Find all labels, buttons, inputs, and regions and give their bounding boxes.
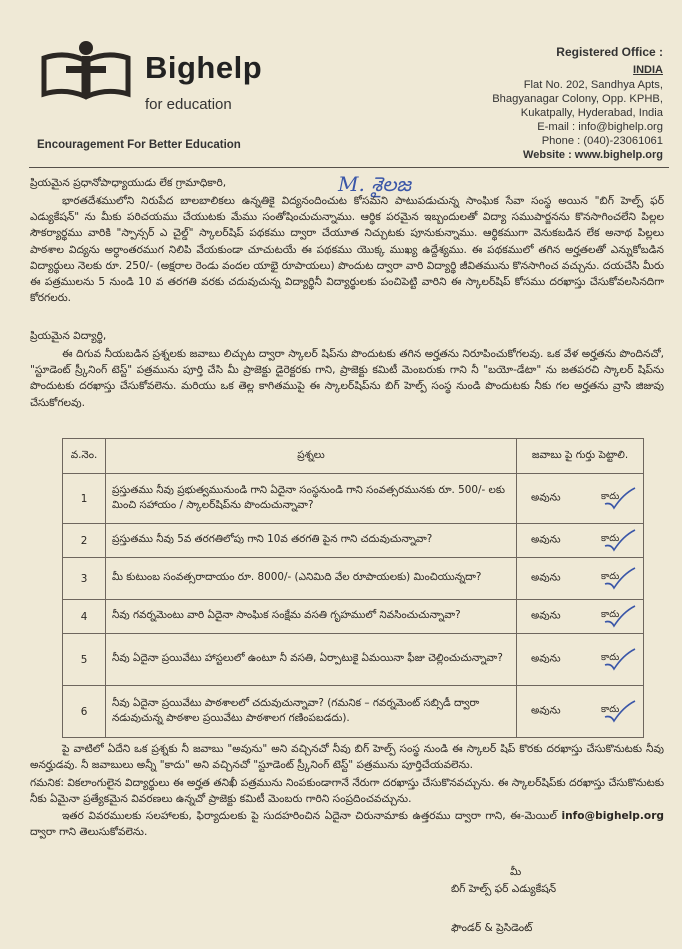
office-phone: Phone : (040)-23061061 [541,135,663,147]
tagline: Encouragement For Better Education [37,139,241,151]
answer-cell[interactable] [517,634,644,686]
signature-organization: బిగ్ హెల్ప్ ఫర్ ఎడ్యుకేషన్ [451,883,557,895]
row-question: మీ కుటుంబ సంవత్సరాదాయం రూ. 8000/- (ఎనిమిది వేల రూపాయలకు) మించియున్నదా? [106,558,517,600]
yes-option[interactable]: అవును [531,491,561,503]
eligibility-table [62,438,644,738]
eligibility-note [30,741,664,773]
checkmark-icon [603,528,637,554]
contact-text-end: ద్వారా గాని తెలుసుకోవలెను. [30,826,148,839]
address-line: Kukatpally, Hyderabad, India [520,107,663,119]
contact-paragraph [30,808,664,840]
brand-name: Bighelp [145,50,263,85]
address-line: Bhagyanagar Colony, Opp. KPHB, [492,93,663,105]
answer-cell[interactable] [517,474,644,524]
row-question: నీవు ఏదైనా ప్రయివేటు పాఠశాలలో చదువుచున్నావా? (గమనిక – గవర్నమెంట్ సబ్సిడీ ద్వారా నడువుచున్న పాఠశాల ప్రయివేటు పాఠశాలగ గణింపబడదు). [106,686,517,738]
answer-cell[interactable] [517,558,644,600]
intro-text: భారతదేశములోని నిరుపేద బాలబాలికలు ఉన్నతికై విద్యనందించుట కోసమని పాటుపడుచున్న సాంఘిక సేవా సంస్థ అయిన "బిగ్ హెల్ప్ ఫర్ ఎడ్యుకేషన్" ను మీకు పరిచయము చేయుటకు మేము సంతోషించుచున్నాము. ఆర్థిక పరమైన ఇబ్బందులతో విద్యా సముపార్జనను కొనసాగించలేని పిల్లల సౌకర్యార్థము వారికి "స్పాన్సర్ ఎ చైల్డ్" స్కాలర్‌షిప్ పథకము ద్వారా చేయూత నిచ్చుటకు పూనుకున్నాము. ఆర్థికముగా వెనుకబడిన లేక అనాథ పిల్లలు పాఠశాల విద్యను అర్ధాంతరముగ నిలిపి వేయకుండా చూచుటయే ఈ పథకము యొక్క ముఖ్య ఉద్దేశ్యము. ఈ పథకములో తగిన అర్హతలతో ఎన్నుకోబడిన విద్యార్థులు నెలకు రూ. 250/- (అక్షరాల రెండు వందల యాభై రూపాయలు) పొందుట ద్వారా వారి విద్యార్థి జీవితమును కొనసాగించ వచ్చును. దయచేసి మీరు ఈ పత్రములను 5 నుండి 10 వ తరగతి వరకు చదువుచున్న విద్యార్థినీ విద్యార్థులకు పంచిపెట్టి వారిని ఈ స్కాలర్‌షిప్ కోసము దరఖాస్తు చేసుకోవలసినదిగా కోరగలరు. [30,195,664,305]
checkmark-icon [603,647,637,673]
office-label: Registered Office : [556,45,663,59]
yes-option[interactable]: అవును [531,652,561,664]
table-header-row [63,439,644,474]
no-option[interactable]: కాదు [601,651,620,663]
row-number: 5 [63,634,106,686]
yes-option[interactable]: అవును [531,609,561,621]
handwritten-name: M. శైలజ [338,172,411,196]
row-number: 4 [63,600,106,634]
row-number: 3 [63,558,106,600]
intro-paragraph [30,193,664,306]
row-question: నీవు గవర్నమెంటు వారి ఏదైనా సాంఘిక సంక్షేమ వసతి గృహములో నివసించుచున్నావా? [106,600,517,634]
checkmark-icon [603,566,637,592]
checkmark-icon [603,604,637,630]
row-number: 2 [63,524,106,558]
answer-cell[interactable] [517,524,644,558]
table-row [63,558,644,600]
yes-option[interactable]: అవును [531,704,561,716]
table-row [63,686,644,738]
yes-option[interactable]: అవును [531,571,561,583]
remark-paragraph [30,775,664,807]
remark-text: గమనిక: వికలాంగులైన విద్యార్థులు ఈ అర్హత తనిఖీ పత్రమును నింపకుండాగానే నేరుగా దరఖాస్తు చేసుకొనవచ్చును. ఈ స్కాలర్‌షిప్‌కు దరఖాస్తు చేసుకొనుటకు నీకు ఏమైనా ప్రత్యేకమైన వివరణలు ఉన్నచో ప్రాజెక్టు కమిటీ మెంబరు గారిని సంప్రదించవచ్చును. [30,777,664,806]
address-line: Flat No. 202, Sandhya Apts, [523,79,663,91]
checkmark-icon [603,486,637,512]
no-option[interactable]: కాదు [601,490,620,502]
no-option[interactable]: కాదు [601,608,620,620]
greeting-headmaster: ప్రియమైన ప్రధానోపాధ్యాయుడు లేక గ్రామాధికారి, [30,177,227,189]
row-question: ప్రస్తుతము నీవు ప్రభుత్వమునుండి గాని ఏదైనా సంస్థనుండి గాని సంవత్సరమునకు రూ. 500/- లకు మించి సహాయం / స్కాలర్‌షిప్‌ను పొందుచున్నావా? [106,474,517,524]
signature-salutation: మీ [510,866,522,878]
contact-text: ఇతర వివరములకు సలహాలకు, ఫిర్యాదులకు పై సుదహరించిన ఏదైనా చిరునామాకు ఉత్తరము ద్వారా గాని, ఈ-మెయిల్ [62,810,557,822]
table-row [63,474,644,524]
answer-cell[interactable] [517,686,644,738]
col-header-answer: జవాబు పై గుర్తు పెట్టాలి. [517,439,644,474]
row-question: ప్రస్తుతము నీవు 5వ తరగతిలోపు గాని 10వ తరగతి పైన గాని చదువుచున్నావా? [106,524,517,558]
table-row [63,600,644,634]
yes-option[interactable]: అవును [531,533,561,545]
no-option[interactable]: కాదు [601,570,620,582]
table-row [63,524,644,558]
signature-title: ఫౌండర్ & ప్రెసిడెంట్ [451,922,533,934]
answer-cell[interactable] [517,600,644,634]
eligibility-note-text: పై వాటిలో ఏదేని ఒక ప్రశ్నకు నీ జవాబు "అవును" అని వచ్చినచో నీవు బిగ్ హెల్ప్ సంస్థ నుండి ఈ స్కాలర్ షిప్ కొరకు దరఖాస్తు చేసుకొనుటకు నీవు అనర్హుడవు. నీ జవాబులు అన్నీ "కాదు" అని వచ్చినచో "స్టూడెంట్ స్ర్కీనింగ్ టెస్ట్" పత్రమును పూర్తిచేయవలెను. [30,743,664,772]
student-paragraph [30,346,664,411]
col-header-number: వ.నెం. [63,439,106,474]
header-divider [29,167,669,168]
row-number: 1 [63,474,106,524]
col-header-questions: ప్రశ్నలు [106,439,517,474]
no-option[interactable]: కాదు [601,703,620,715]
table-row [63,634,644,686]
brand-subtitle: for education [145,96,232,113]
registered-office-block [492,45,663,163]
checkmark-icon [603,699,637,725]
row-number: 6 [63,686,106,738]
office-website: Website : www.bighelp.org [523,149,663,161]
office-country: INDIA [633,64,663,76]
student-text: ఈ దిగువ నీయబడిన ప్రశ్నలకు జవాబు లిచ్చుట ద్వారా స్కాలర్ షిప్‌ను పొందుటకు తగిన అర్హతను నిరూపించుకోగలవు. ఒక వేళ అర్హతను పొందినచో, "స్టూడెంట్ స్ర్కీనింగ్ టెస్ట్" పత్రమును పూర్తి చేసి మీ ప్రాజెక్టు డైరెక్టరకు గాని, ప్రాజెక్టు కమిటీ మెంబరుకు గాని నీ "బయో-డేటా" ను జతపరచి స్కాలర్ షిప్‌ను పొందుటకు దరఖాస్తు చేసుకోవలెను. మరియు ఒక తెల్ల కాగితముపై ఈ స్కాలర్‌షిప్‌ను బిగ్ హెల్ప్ సంస్థ నుండి పొందుటకు నీకు గల అర్హతను వ్రాసి జిజువు చేసుకోగలవు. [30,348,664,409]
greeting-student: ప్రియమైన విద్యార్థి, [30,330,107,342]
row-question: నీవు ఏదైనా ప్రయివేటు హాస్టలులో ఉంటూ నీ వసతి, ఏర్పాటుకై ఏమయినా ఫీజు చెల్లించుచున్నావా? [106,634,517,686]
contact-email[interactable]: info@bighelp.org [561,810,665,822]
bighelp-logo-icon [38,38,134,102]
no-option[interactable]: కాదు [601,532,620,544]
office-email: E-mail : info@bighelp.org [537,121,663,133]
